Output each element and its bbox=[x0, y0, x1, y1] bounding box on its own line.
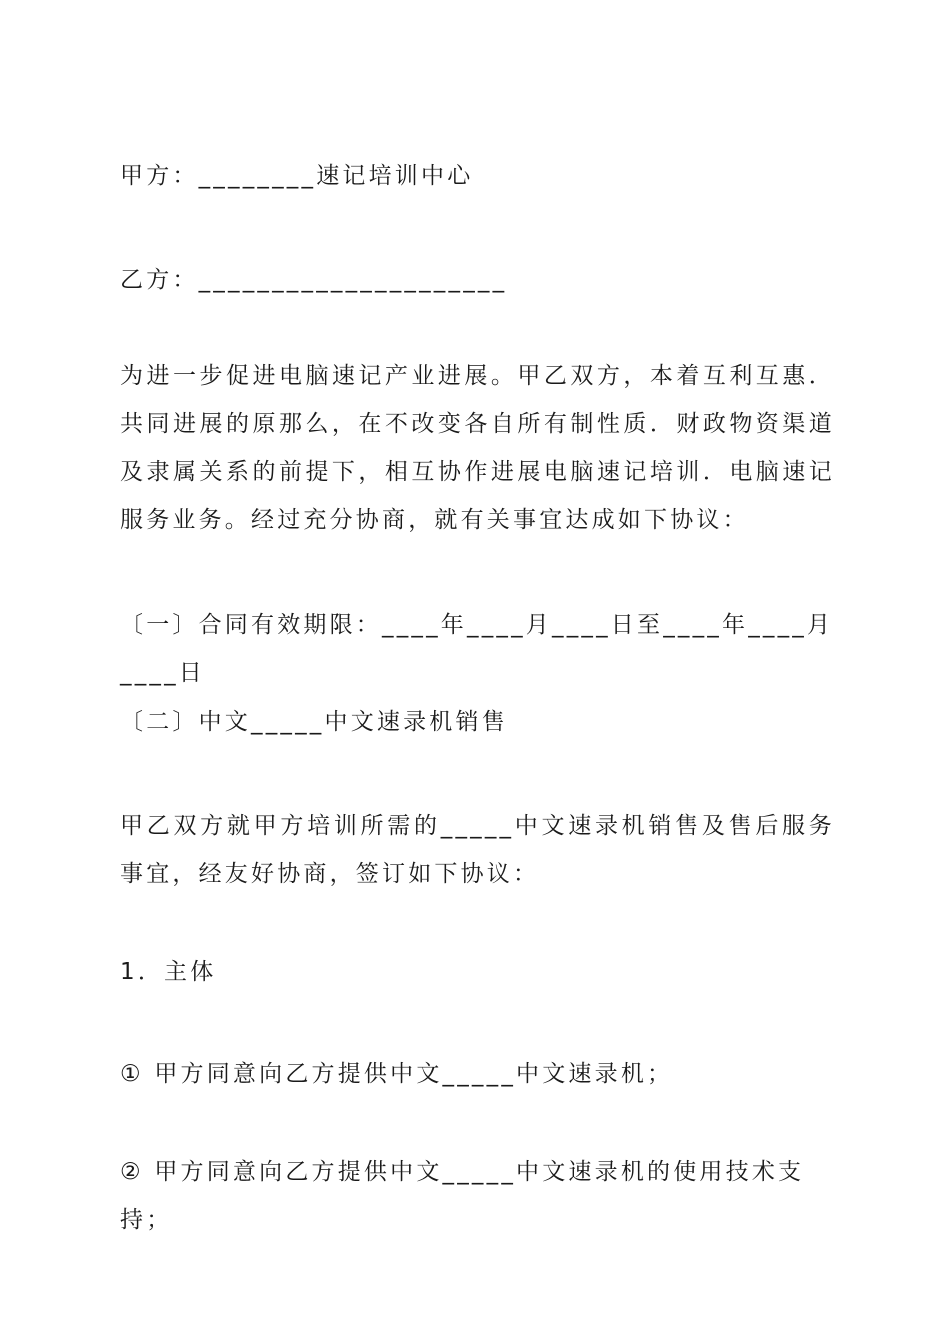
party-b-line: 乙方：_____________________ bbox=[120, 267, 508, 293]
clause-2: ② 甲方同意向乙方提供中文_____中文速录机的使用技术支持； bbox=[120, 1159, 805, 1233]
section-2-body: 甲乙双方就甲方培训所需的_____中文速录机销售及售后服务事宜，经友好协商，签订如下协议： bbox=[120, 813, 835, 887]
clause-1: ① 甲方同意向乙方提供中文_____中文速录机； bbox=[120, 1061, 674, 1087]
party-a-line: 甲方：________速记培训中心 bbox=[120, 163, 474, 189]
intro-paragraph: 为进一步促进电脑速记产业进展。甲乙双方，本着互利互惠．共同进展的原那么，在不改变各自所有制性质．财政物资渠道及隶属关系的前提下，相互协作进展电脑速记培训．电脑速记服务业务。经过充分协商，就有关事宜达成如下协议： bbox=[120, 363, 835, 533]
section-2-title: 〔二〕中文_____中文速录机销售 bbox=[120, 709, 508, 735]
item-1-title: 1．主体 bbox=[120, 959, 217, 985]
contract-term: 〔一〕合同有效期限：____年____月____日至____年____月____日 bbox=[120, 612, 834, 686]
